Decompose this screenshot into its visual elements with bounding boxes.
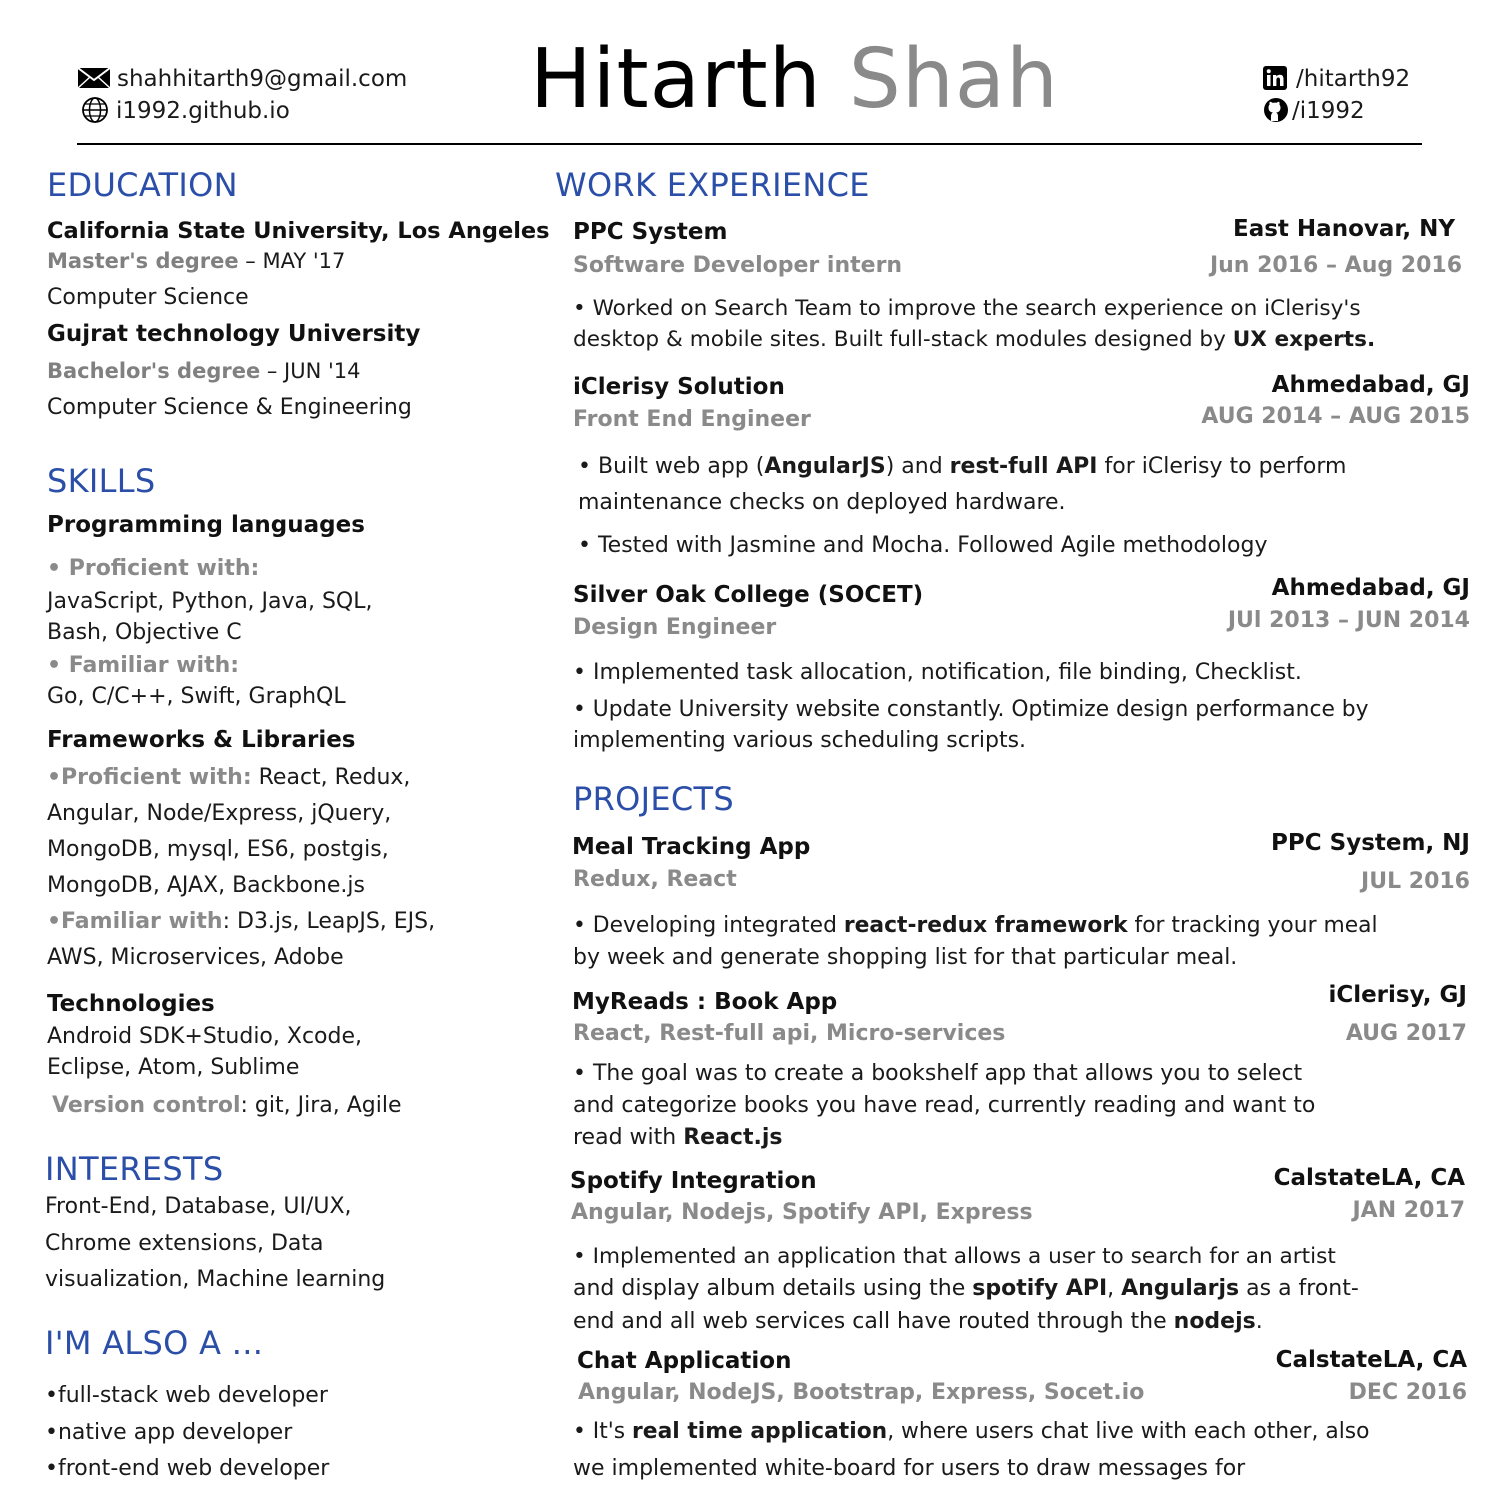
project-text: read with xyxy=(573,1125,684,1150)
name-title xyxy=(530,30,1059,130)
job-location: Ahmedabad, GJ xyxy=(1271,372,1470,398)
project-org: CalstateLA, CA xyxy=(1273,1165,1465,1191)
website-text: i1992.github.io xyxy=(116,98,290,124)
education-heading: EDUCATION xyxy=(47,166,238,204)
project-stack: Angular, Nodejs, Spotify API, Express xyxy=(571,1200,1033,1225)
proficient-label: • Proficient with: xyxy=(47,556,260,581)
project-org: iClerisy, GJ xyxy=(1328,982,1467,1008)
project-org: CalstateLA, CA xyxy=(1275,1347,1467,1373)
version-control-label: Version control xyxy=(52,1093,241,1118)
job-bullet: • Worked on Search Team to improve the search experience on iClerisy's xyxy=(573,296,1361,321)
globe-icon xyxy=(80,95,110,125)
skills-line: Angular, Node/Express, jQuery, xyxy=(47,801,392,826)
skills-line xyxy=(52,1093,402,1118)
degree-line xyxy=(47,359,361,383)
skills-line: AWS, Microservices, Adobe xyxy=(47,945,344,970)
project-bold: real time application xyxy=(632,1419,888,1444)
job-bullet: • Implemented task allocation, notification, file binding, Checklist. xyxy=(573,660,1302,685)
contact-linkedin[interactable] xyxy=(1262,66,1410,92)
project-bold: spotify API xyxy=(972,1276,1108,1301)
contact-github[interactable] xyxy=(1262,98,1365,124)
first-name: Hitarth xyxy=(530,32,822,127)
familiar-label: •Familiar with xyxy=(47,909,223,934)
project-bold: Angularjs xyxy=(1121,1276,1240,1301)
work-heading: WORK EXPERIENCE xyxy=(555,166,870,204)
header-divider xyxy=(77,143,1422,145)
github-icon xyxy=(1262,96,1290,124)
project-date: DEC 2016 xyxy=(1348,1380,1467,1405)
linkedin-icon xyxy=(1262,65,1288,91)
proficient-label: •Proficient with: xyxy=(47,765,252,790)
degree-date: – MAY '17 xyxy=(238,249,346,273)
project-text: and display album details using the xyxy=(573,1276,973,1301)
skills-line: Android SDK+Studio, Xcode, xyxy=(47,1024,362,1049)
project-stack: Angular, NodeJS, Bootstrap, Express, Socet.io xyxy=(578,1380,1145,1405)
job-bullet xyxy=(573,327,1375,352)
degree-field: Computer Science & Engineering xyxy=(47,395,412,420)
job-bullet: implementing various scheduling scripts. xyxy=(573,728,1027,753)
degree-line xyxy=(47,249,345,273)
degree-date: – JUN '14 xyxy=(260,359,361,383)
skills-value: : git, Jira, Agile xyxy=(240,1093,402,1118)
job-role: Design Engineer xyxy=(573,615,777,640)
job-text: for iClerisy to perform xyxy=(1097,454,1347,479)
job-dates: JUl 2013 – JUN 2014 xyxy=(1227,608,1470,633)
project-org: PPC System, NJ xyxy=(1271,830,1470,856)
job-bullet xyxy=(578,454,1346,479)
project-bullet xyxy=(573,913,1378,938)
envelope-icon xyxy=(77,66,111,90)
interests-line: visualization, Machine learning xyxy=(45,1267,386,1292)
degree-field: Computer Science xyxy=(47,285,249,310)
job-role: Software Developer intern xyxy=(573,253,903,278)
project-bullet xyxy=(573,1276,1359,1301)
skills-line: MongoDB, mysql, ES6, postgis, xyxy=(47,837,389,862)
project-bold: react-redux framework xyxy=(843,913,1128,938)
project-bullet: by week and generate shopping list for that particular meal. xyxy=(573,945,1238,970)
job-company: iClerisy Solution xyxy=(573,374,785,400)
job-text: • Built web app ( xyxy=(578,454,765,479)
projects-heading: PROJECTS xyxy=(573,780,734,818)
job-text: desktop & mobile sites. Built full-stack modules designed by xyxy=(573,327,1233,352)
project-text: • Developing integrated xyxy=(573,913,844,938)
prog-lang-heading: Programming languages xyxy=(47,512,365,538)
interests-line: Front-End, Database, UI/UX, xyxy=(45,1194,352,1219)
job-company: Silver Oak College (SOCET) xyxy=(573,582,924,608)
job-text: ) and xyxy=(885,454,950,479)
job-bold: rest-full API xyxy=(949,454,1098,479)
skills-heading: SKILLS xyxy=(47,462,156,500)
also-item: •full-stack web developer xyxy=(45,1383,328,1408)
skills-line xyxy=(47,909,435,934)
contact-email[interactable] xyxy=(77,66,407,92)
project-text: , where users chat live with each other, also xyxy=(887,1419,1370,1444)
project-date: JUL 2016 xyxy=(1361,869,1470,894)
project-date: AUG 2017 xyxy=(1345,1021,1467,1046)
degree-label: Bachelor's degree xyxy=(47,359,261,383)
project-bullet xyxy=(573,1309,1263,1334)
project-text: . xyxy=(1255,1309,1263,1334)
job-dates: AUG 2014 – AUG 2015 xyxy=(1201,404,1470,429)
degree-label: Master's degree xyxy=(47,249,239,273)
project-name: Chat Application xyxy=(577,1348,792,1374)
project-bold: React.js xyxy=(683,1125,783,1150)
project-bullet: • Implemented an application that allows a user to search for an artist xyxy=(573,1244,1336,1269)
project-stack: React, Rest-full api, Micro-services xyxy=(573,1021,1006,1046)
also-item: •front-end web developer xyxy=(45,1456,330,1481)
project-stack: Redux, React xyxy=(573,867,737,892)
skills-line: Go, C/C++, Swift, GraphQL xyxy=(47,684,346,709)
job-bullet: maintenance checks on deployed hardware. xyxy=(578,490,1066,515)
school-name: Gujrat technology University xyxy=(47,321,421,347)
project-bullet: • The goal was to create a bookshelf app that allows you to select xyxy=(573,1061,1303,1086)
skills-line: JavaScript, Python, Java, SQL, xyxy=(47,589,373,614)
interests-line: Chrome extensions, Data xyxy=(45,1231,324,1256)
project-text: end and all web services call have routed through the xyxy=(573,1309,1174,1334)
skills-line: Bash, Objective C xyxy=(47,620,242,645)
job-location: Ahmedabad, GJ xyxy=(1271,575,1470,601)
skills-line: MongoDB, AJAX, Backbone.js xyxy=(47,873,365,898)
skills-line: Eclipse, Atom, Sublime xyxy=(47,1055,300,1080)
project-name: Spotify Integration xyxy=(570,1168,817,1194)
project-date: JAN 2017 xyxy=(1352,1198,1465,1223)
also-item: •native app developer xyxy=(45,1420,293,1445)
project-text: as a front- xyxy=(1239,1276,1359,1301)
project-bullet xyxy=(573,1125,782,1150)
skills-line xyxy=(47,765,410,790)
project-name: Meal Tracking App xyxy=(572,834,811,860)
interests-heading: INTERESTS xyxy=(45,1150,224,1188)
contact-website[interactable] xyxy=(80,98,290,125)
familiar-label: • Familiar with: xyxy=(47,653,240,678)
also-heading: I'M ALSO A ... xyxy=(45,1324,264,1362)
last-name: Shah xyxy=(848,32,1060,127)
project-text: • It's xyxy=(573,1419,633,1444)
job-company: PPC System xyxy=(573,219,728,245)
frameworks-heading: Frameworks & Libraries xyxy=(47,727,356,753)
skills-value: React, Redux, xyxy=(251,765,411,790)
project-bullet: we implemented white-board for users to draw messages for xyxy=(573,1456,1246,1481)
email-text: shahhitarth9@gmail.com xyxy=(117,66,408,92)
project-bullet xyxy=(573,1419,1369,1444)
job-role: Front End Engineer xyxy=(573,407,811,432)
school-name: California State University, Los Angeles xyxy=(47,218,550,244)
skills-value: : D3.js, LeapJS, EJS, xyxy=(222,909,436,934)
job-dates: Jun 2016 – Aug 2016 xyxy=(1209,253,1462,278)
job-bold: UX experts. xyxy=(1232,327,1376,352)
github-text: /i1992 xyxy=(1292,98,1365,124)
technologies-heading: Technologies xyxy=(47,991,215,1017)
project-text: , xyxy=(1107,1276,1122,1301)
project-bullet: and categorize books you have read, currently reading and want to xyxy=(573,1093,1316,1118)
job-bold: AngularJS xyxy=(764,454,886,479)
job-bullet: • Update University website constantly. Optimize design performance by xyxy=(573,697,1369,722)
job-bullet: • Tested with Jasmine and Mocha. Followed Agile methodology xyxy=(578,533,1268,558)
job-location: East Hanovar, NY xyxy=(1233,216,1455,242)
project-text: for tracking your meal xyxy=(1127,913,1378,938)
linkedin-text: /hitarth92 xyxy=(1296,66,1411,92)
project-bold: nodejs xyxy=(1173,1309,1256,1334)
project-name: MyReads : Book App xyxy=(572,989,838,1015)
